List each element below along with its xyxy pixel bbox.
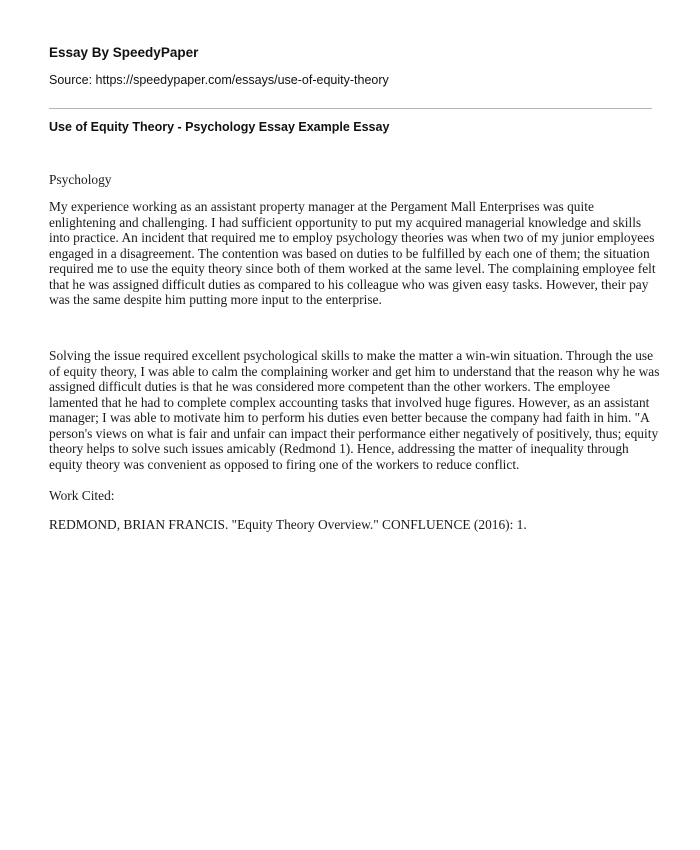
source-line: Source: https://speedypaper.com/essays/use-of-equity-theory [49,73,389,87]
site-title: Essay By SpeedyPaper [49,45,199,60]
paragraph-2: Solving the issue required excellent psychological skills to make the matter a win-win situation. Through the use of equity theory, I was able to calm the complaining worker and get him to understand that the reason why he was assigned difficult duties is that he was considered more competent than the other workers. The employee lamented that he had to complete complex accounting tasks that involved huge figures. However, as an assistant manager; I was able to motivate him to perform his duties even better because the company had faith in him. "A person's views on what is fair and unfair can impact their performance either negatively of positively, thus; equity theory helps to solve such issues amicably (Redmond 1). Hence, addressing the matter of inequality through equity theory was convenient as opposed to firing one of the workers to reduce conflict. [49,348,660,472]
subject-label: Psychology [49,172,112,187]
essay-title: Use of Equity Theory - Psychology Essay Example Essay [49,120,390,134]
paragraph-1: My experience working as an assistant property manager at the Pergament Mall Enterprises was quite enlightening and challenging. I had sufficient opportunity to put my acquired managerial knowledge and skills into practice. An incident that required me to employ psychology theories was when two of my junior employees engaged in a disagreement. The contention was based on duties to be fulfilled by each one of them; the situation required me to use the equity theory since both of them worked at the same level. The complaining employee felt that he was assigned difficult duties as compared to his colleague who was given easy tasks. However, their pay was the same despite him putting more input to the enterprise. [49,199,656,307]
divider [49,108,652,109]
citation: REDMOND, BRIAN FRANCIS. "Equity Theory Overview." CONFLUENCE (2016): 1. [49,517,527,532]
works-cited-label: Work Cited: [49,488,115,503]
